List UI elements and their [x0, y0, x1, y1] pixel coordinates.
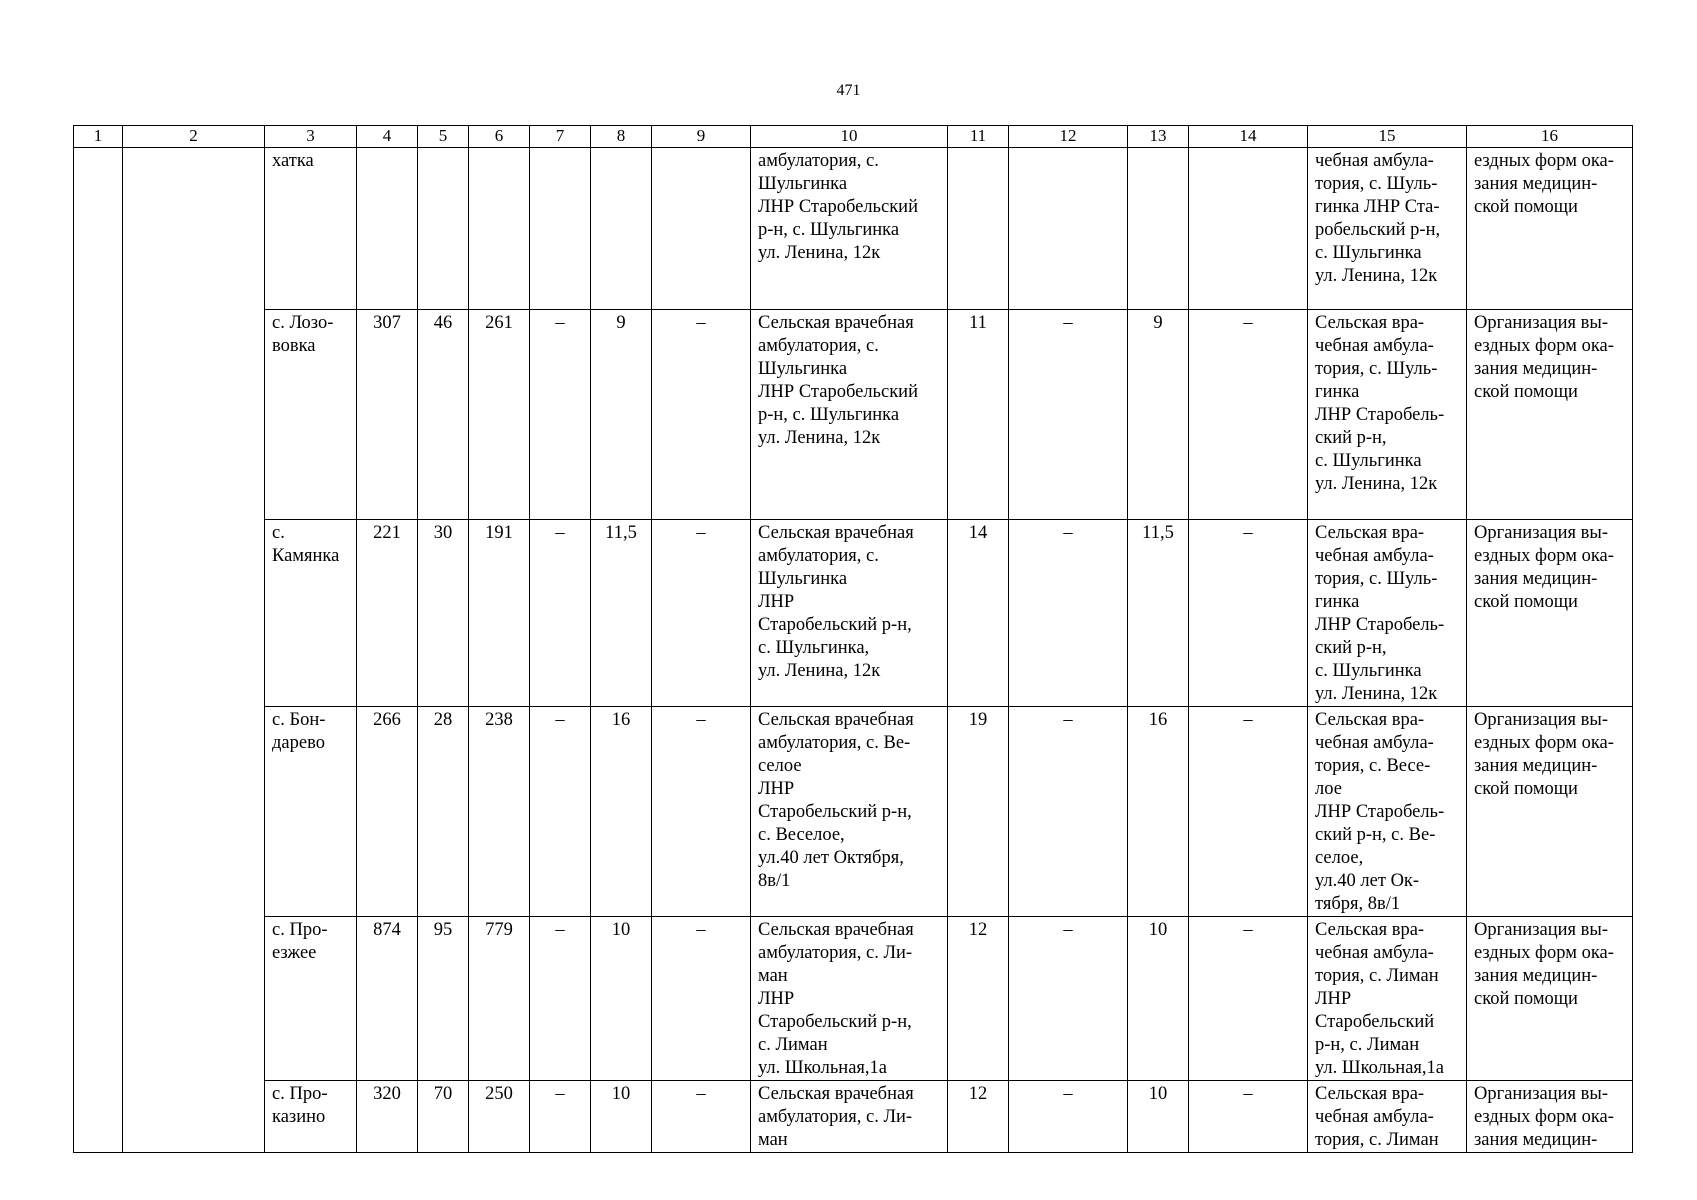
cell-col-4: 307 [357, 310, 418, 520]
cell-col-15: Сельская вра- чебная амбула- тория, с. Лиман [1308, 1081, 1467, 1153]
column-header-16: 16 [1467, 126, 1633, 148]
table-row [74, 148, 1633, 310]
cell-col-9: – [652, 310, 751, 520]
cell-col-11: 12 [948, 917, 1009, 1081]
cell-col-15: чебная амбула- тория, с. Шуль- гинка ЛНР Ста- робельский р-н, с. Шульгинка ул. Ленина, 12к [1308, 148, 1467, 310]
cell-col-3: с. Лозо- вовка [265, 310, 357, 520]
cell-col-12: – [1009, 1081, 1128, 1153]
cell-col-14: – [1189, 707, 1308, 917]
cell-col-8: 16 [591, 707, 652, 917]
cell-col-16: Организация вы- ездных форм ока- зания медицин- ской помощи [1467, 917, 1633, 1081]
cell-col-6 [469, 148, 530, 310]
cell-col-6: 250 [469, 1081, 530, 1153]
column-header-3: 3 [265, 126, 357, 148]
cell-col-8: 9 [591, 310, 652, 520]
merged-cell-col-2 [123, 148, 265, 1153]
column-header-8: 8 [591, 126, 652, 148]
cell-col-5: 28 [418, 707, 469, 917]
cell-col-10: Сельская врачебная амбулатория, с. Шульгинка ЛНР Старобельский р-н, с. Шульгинка ул. Ленина, 12к [751, 310, 948, 520]
column-header-10: 10 [751, 126, 948, 148]
cell-col-5 [418, 148, 469, 310]
column-number-header-row [74, 126, 1633, 148]
cell-col-8 [591, 148, 652, 310]
cell-col-10: Сельская врачебная амбулатория, с. Ли- ман [751, 1081, 948, 1153]
cell-col-8: 11,5 [591, 520, 652, 707]
cell-col-12: – [1009, 310, 1128, 520]
cell-col-3: с. Бон- дарево [265, 707, 357, 917]
cell-col-15: Сельская вра- чебная амбула- тория, с. Шуль- гинка ЛНР Старобель- ский р-н, с. Шульгинка ул. Ленина, 12к [1308, 310, 1467, 520]
page-number: 471 [836, 82, 861, 99]
column-header-11: 11 [948, 126, 1009, 148]
cell-col-8: 10 [591, 1081, 652, 1153]
cell-col-12: – [1009, 520, 1128, 707]
cell-col-7: – [530, 310, 591, 520]
column-header-2: 2 [123, 126, 265, 148]
cell-col-3: с. Камянка [265, 520, 357, 707]
cell-col-6: 261 [469, 310, 530, 520]
cell-col-4 [357, 148, 418, 310]
cell-col-16: Организация вы- ездных форм ока- зания медицин- ской помощи [1467, 520, 1633, 707]
cell-col-13 [1128, 148, 1189, 310]
cell-col-13: 11,5 [1128, 520, 1189, 707]
column-header-1: 1 [74, 126, 123, 148]
cell-col-3: хатка [265, 148, 357, 310]
cell-col-11 [948, 148, 1009, 310]
cell-col-6: 191 [469, 520, 530, 707]
cell-col-12 [1009, 148, 1128, 310]
cell-col-7 [530, 148, 591, 310]
cell-col-3: с. Про- казино [265, 1081, 357, 1153]
column-header-15: 15 [1308, 126, 1467, 148]
cell-col-7: – [530, 707, 591, 917]
cell-col-11: 14 [948, 520, 1009, 707]
cell-col-5: 30 [418, 520, 469, 707]
cell-col-5: 70 [418, 1081, 469, 1153]
column-header-12: 12 [1009, 126, 1128, 148]
table-row [74, 707, 1633, 917]
column-header-7: 7 [530, 126, 591, 148]
table-row [74, 520, 1633, 707]
cell-col-15: Сельская вра- чебная амбула- тория, с. Шуль- гинка ЛНР Старобель- ский р-н, с. Шульгинка ул. Ленина, 12к [1308, 520, 1467, 707]
column-header-4: 4 [357, 126, 418, 148]
cell-col-10: Сельская врачебная амбулатория, с. Ве- селое ЛНР Старобельский р-н, с. Веселое, ул.40 лет Октября, 8в/1 [751, 707, 948, 917]
cell-col-7: – [530, 520, 591, 707]
cell-col-10: амбулатория, с. Шульгинка ЛНР Старобельский р-н, с. Шульгинка ул. Ленина, 12к [751, 148, 948, 310]
cell-col-9: – [652, 707, 751, 917]
cell-col-5: 95 [418, 917, 469, 1081]
cell-col-13: 16 [1128, 707, 1189, 917]
cell-col-11: 11 [948, 310, 1009, 520]
cell-col-7: – [530, 917, 591, 1081]
column-header-6: 6 [469, 126, 530, 148]
cell-col-13: 10 [1128, 917, 1189, 1081]
cell-col-14: – [1189, 917, 1308, 1081]
cell-col-12: – [1009, 917, 1128, 1081]
column-header-14: 14 [1189, 126, 1308, 148]
cell-col-6: 779 [469, 917, 530, 1081]
cell-col-14: – [1189, 310, 1308, 520]
cell-col-11: 12 [948, 1081, 1009, 1153]
cell-col-14: – [1189, 520, 1308, 707]
cell-col-12: – [1009, 707, 1128, 917]
cell-col-9 [652, 148, 751, 310]
cell-col-10: Сельская врачебная амбулатория, с. Ли- ман ЛНР Старобельский р-н, с. Лиман ул. Школьная,1а [751, 917, 948, 1081]
cell-col-16: Организация вы- ездных форм ока- зания медицин- ской помощи [1467, 310, 1633, 520]
merged-cell-col-1 [74, 148, 123, 1153]
cell-col-14: – [1189, 1081, 1308, 1153]
cell-col-13: 10 [1128, 1081, 1189, 1153]
cell-col-10: Сельская врачебная амбулатория, с. Шульгинка ЛНР Старобельский р-н, с. Шульгинка, ул. Ленина, 12к [751, 520, 948, 707]
cell-col-4: 320 [357, 1081, 418, 1153]
column-header-9: 9 [652, 126, 751, 148]
table-row [74, 1081, 1633, 1153]
cell-col-16: ездных форм ока- зания медицин- ской помощи [1467, 148, 1633, 310]
cell-col-3: с. Про- езжее [265, 917, 357, 1081]
cell-col-13: 9 [1128, 310, 1189, 520]
cell-col-4: 221 [357, 520, 418, 707]
cell-col-15: Сельская вра- чебная амбула- тория, с. Лиман ЛНР Старобельский р-н, с. Лиман ул. Школьная,1а [1308, 917, 1467, 1081]
table-row [74, 310, 1633, 520]
cell-col-9: – [652, 917, 751, 1081]
column-header-13: 13 [1128, 126, 1189, 148]
cell-col-11: 19 [948, 707, 1009, 917]
cell-col-5: 46 [418, 310, 469, 520]
cell-col-15: Сельская вра- чебная амбула- тория, с. Весе- лое ЛНР Старобель- ский р-н, с. Ве- селое, ул.40 лет Ок- тября, 8в/1 [1308, 707, 1467, 917]
column-header-5: 5 [418, 126, 469, 148]
cell-col-6: 238 [469, 707, 530, 917]
settlements-table [73, 125, 1633, 1153]
cell-col-16: Организация вы- ездных форм ока- зания медицин- ской помощи [1467, 707, 1633, 917]
cell-col-7: – [530, 1081, 591, 1153]
table-row [74, 917, 1633, 1081]
cell-col-14 [1189, 148, 1308, 310]
cell-col-4: 874 [357, 917, 418, 1081]
cell-col-9: – [652, 520, 751, 707]
cell-col-16: Организация вы- ездных форм ока- зания медицин- [1467, 1081, 1633, 1153]
cell-col-8: 10 [591, 917, 652, 1081]
cell-col-9: – [652, 1081, 751, 1153]
cell-col-4: 266 [357, 707, 418, 917]
